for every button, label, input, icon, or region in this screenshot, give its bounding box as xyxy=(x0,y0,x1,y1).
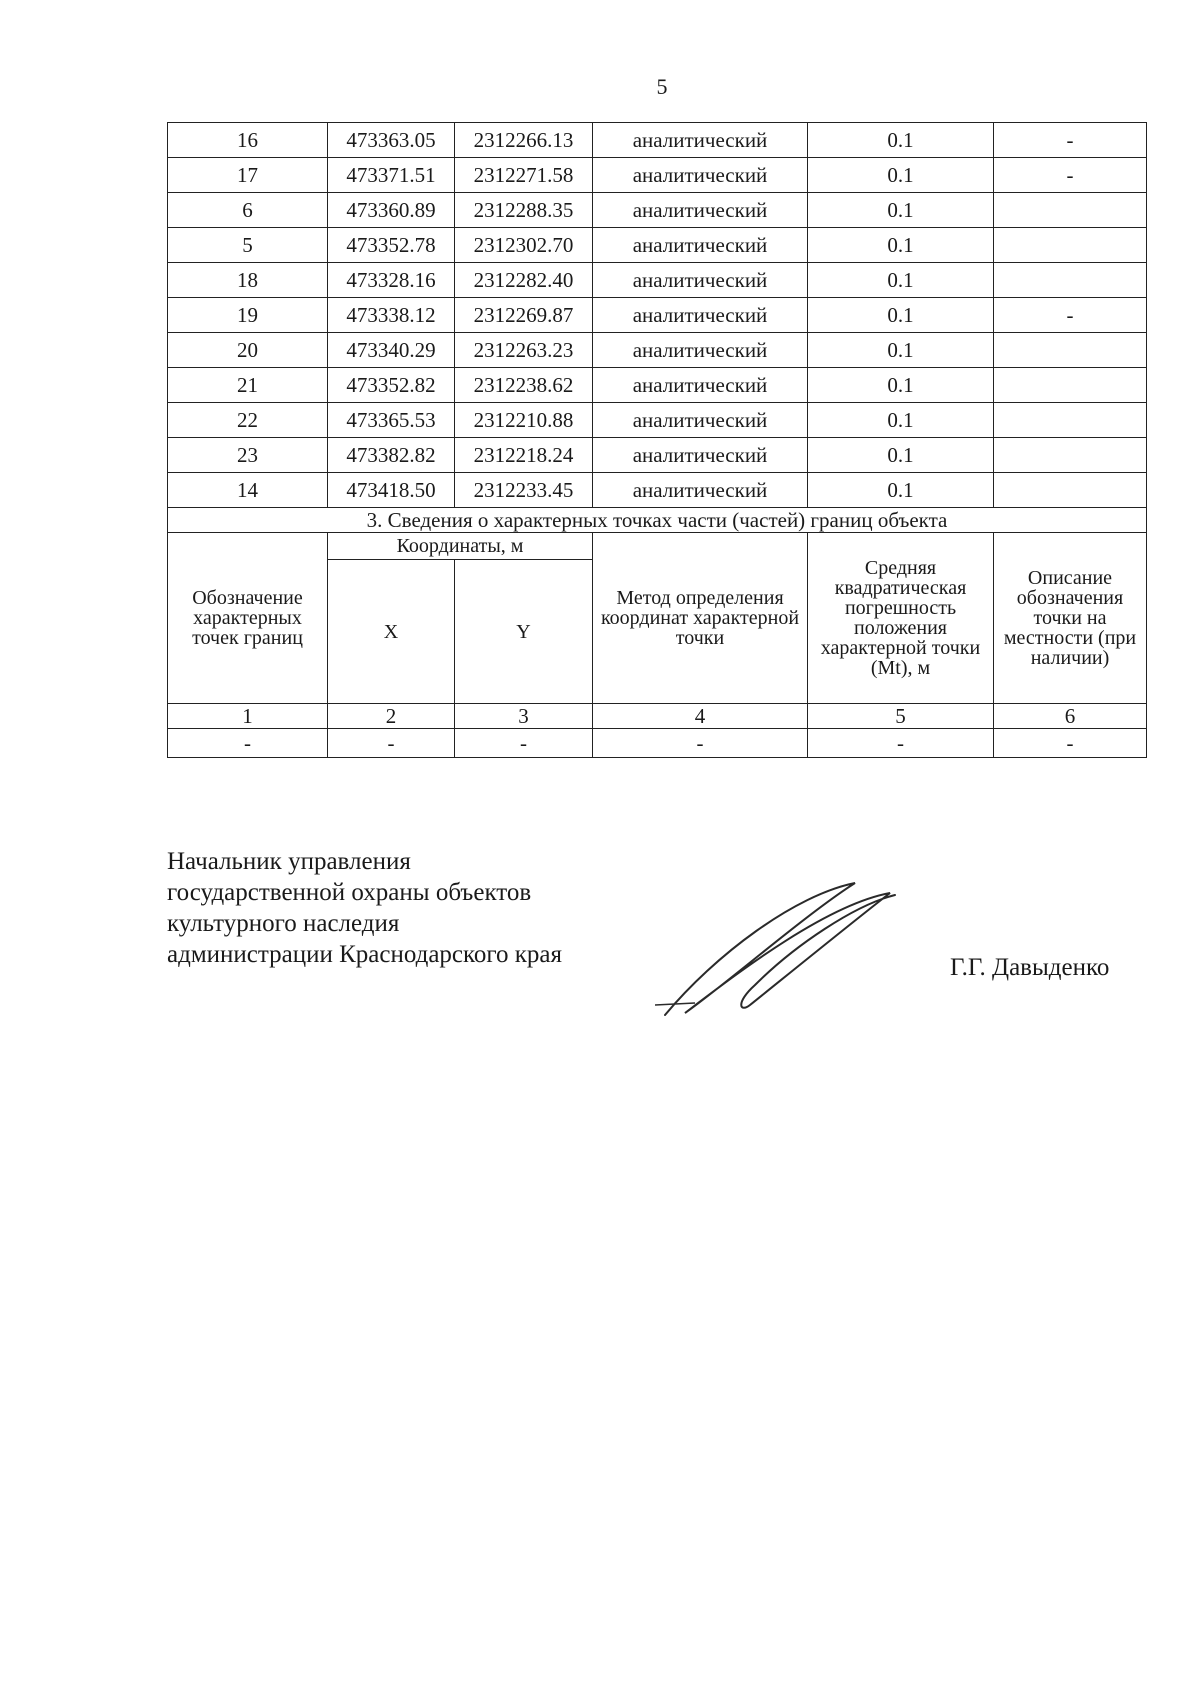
coord-x: 473365.53 xyxy=(328,403,455,438)
coord-y: 2312210.88 xyxy=(455,403,593,438)
accuracy-cell: 0.1 xyxy=(808,228,994,263)
accuracy-cell: 0.1 xyxy=(808,473,994,508)
description-cell xyxy=(994,403,1147,438)
column-number: 6 xyxy=(994,704,1147,729)
point-number: 14 xyxy=(168,473,328,508)
points-rows xyxy=(168,123,1147,508)
method-cell: аналитический xyxy=(593,333,808,368)
signatory-line: государственной охраны объектов xyxy=(167,879,532,906)
column-number: 4 xyxy=(593,704,808,729)
point-number: 21 xyxy=(168,368,328,403)
method-cell: аналитический xyxy=(593,298,808,333)
accuracy-cell: 0.1 xyxy=(808,158,994,193)
column-number: 3 xyxy=(455,704,593,729)
point-number: 22 xyxy=(168,403,328,438)
coord-y: 2312288.35 xyxy=(455,193,593,228)
coord-y: 2312271.58 xyxy=(455,158,593,193)
point-number: 19 xyxy=(168,298,328,333)
coord-x: 473363.05 xyxy=(328,123,455,158)
method-cell: аналитический xyxy=(593,403,808,438)
point-number: 20 xyxy=(168,333,328,368)
method-cell: аналитический xyxy=(593,263,808,298)
method-cell: аналитический xyxy=(593,438,808,473)
description-cell: - xyxy=(994,123,1147,158)
point-number: 23 xyxy=(168,438,328,473)
column-number: 1 xyxy=(168,704,328,729)
coord-x: 473371.51 xyxy=(328,158,455,193)
accuracy-cell: 0.1 xyxy=(808,193,994,228)
header-accuracy: Средняя квадратическая погрешность положения характерной точки (Mt), м xyxy=(808,533,994,704)
table-row xyxy=(168,123,1147,158)
coord-y: 2312302.70 xyxy=(455,228,593,263)
table-row xyxy=(168,158,1147,193)
method-cell: аналитический xyxy=(593,193,808,228)
table-row xyxy=(168,228,1147,263)
coord-x: 473418.50 xyxy=(328,473,455,508)
table-row xyxy=(168,368,1147,403)
empty-cell: - xyxy=(808,729,994,758)
table-row xyxy=(168,263,1147,298)
description-cell: - xyxy=(994,158,1147,193)
method-cell: аналитический xyxy=(593,123,808,158)
signatory-line: культурного наследия xyxy=(167,910,400,937)
handwritten-signature xyxy=(655,875,905,1025)
method-cell: аналитический xyxy=(593,368,808,403)
coord-y: 2312263.23 xyxy=(455,333,593,368)
table-row xyxy=(168,403,1147,438)
accuracy-cell: 0.1 xyxy=(808,298,994,333)
point-number: 17 xyxy=(168,158,328,193)
coord-x: 473352.78 xyxy=(328,228,455,263)
coord-y: 2312269.87 xyxy=(455,298,593,333)
coord-y: 2312282.40 xyxy=(455,263,593,298)
description-cell xyxy=(994,438,1147,473)
table-row xyxy=(168,438,1147,473)
column-number: 5 xyxy=(808,704,994,729)
description-cell xyxy=(994,193,1147,228)
header-designation: Обозначение характерных точек границ xyxy=(168,533,328,704)
page-number: 5 xyxy=(656,74,668,99)
description-cell xyxy=(994,333,1147,368)
accuracy-cell: 0.1 xyxy=(808,438,994,473)
table-row xyxy=(168,473,1147,508)
coord-x: 473340.29 xyxy=(328,333,455,368)
accuracy-cell: 0.1 xyxy=(808,403,994,438)
empty-cell: - xyxy=(593,729,808,758)
table-row xyxy=(168,193,1147,228)
coord-x: 473360.89 xyxy=(328,193,455,228)
empty-cell: - xyxy=(168,729,328,758)
header-x: X xyxy=(328,560,455,704)
description-cell xyxy=(994,263,1147,298)
accuracy-cell: 0.1 xyxy=(808,333,994,368)
table-row xyxy=(168,333,1147,368)
coord-y: 2312233.45 xyxy=(455,473,593,508)
coord-y: 2312218.24 xyxy=(455,438,593,473)
signatory-name: Г.Г. Давыденко xyxy=(950,954,1110,981)
empty-cell: - xyxy=(328,729,455,758)
empty-cell: - xyxy=(994,729,1147,758)
coord-y: 2312266.13 xyxy=(455,123,593,158)
header-coordinates: Координаты, м xyxy=(328,533,593,560)
method-cell: аналитический xyxy=(593,158,808,193)
description-cell: - xyxy=(994,298,1147,333)
empty-cell: - xyxy=(455,729,593,758)
coord-x: 473328.16 xyxy=(328,263,455,298)
header-y: Y xyxy=(455,560,593,704)
coord-x: 473382.82 xyxy=(328,438,455,473)
signatory-title xyxy=(167,846,562,970)
point-number: 5 xyxy=(168,228,328,263)
table-row xyxy=(168,298,1147,333)
point-number: 6 xyxy=(168,193,328,228)
point-number: 16 xyxy=(168,123,328,158)
coord-x: 473338.12 xyxy=(328,298,455,333)
header-description: Описание обозначения точки на местности (при наличии) xyxy=(994,533,1147,704)
accuracy-cell: 0.1 xyxy=(808,123,994,158)
header-method: Метод определения координат характерной точки xyxy=(593,533,808,704)
description-cell xyxy=(994,473,1147,508)
coord-x: 473352.82 xyxy=(328,368,455,403)
section-3-title: 3. Сведения о характерных точках части (частей) границ объекта xyxy=(168,508,1147,533)
description-cell xyxy=(994,368,1147,403)
method-cell: аналитический xyxy=(593,473,808,508)
point-number: 18 xyxy=(168,263,328,298)
coordinates-table xyxy=(167,122,1147,758)
method-cell: аналитический xyxy=(593,228,808,263)
signatory-line: администрации Краснодарского края xyxy=(167,941,563,968)
accuracy-cell: 0.1 xyxy=(808,368,994,403)
description-cell xyxy=(994,228,1147,263)
signatory-line: Начальник управления xyxy=(167,848,411,875)
accuracy-cell: 0.1 xyxy=(808,263,994,298)
column-number: 2 xyxy=(328,704,455,729)
coord-y: 2312238.62 xyxy=(455,368,593,403)
